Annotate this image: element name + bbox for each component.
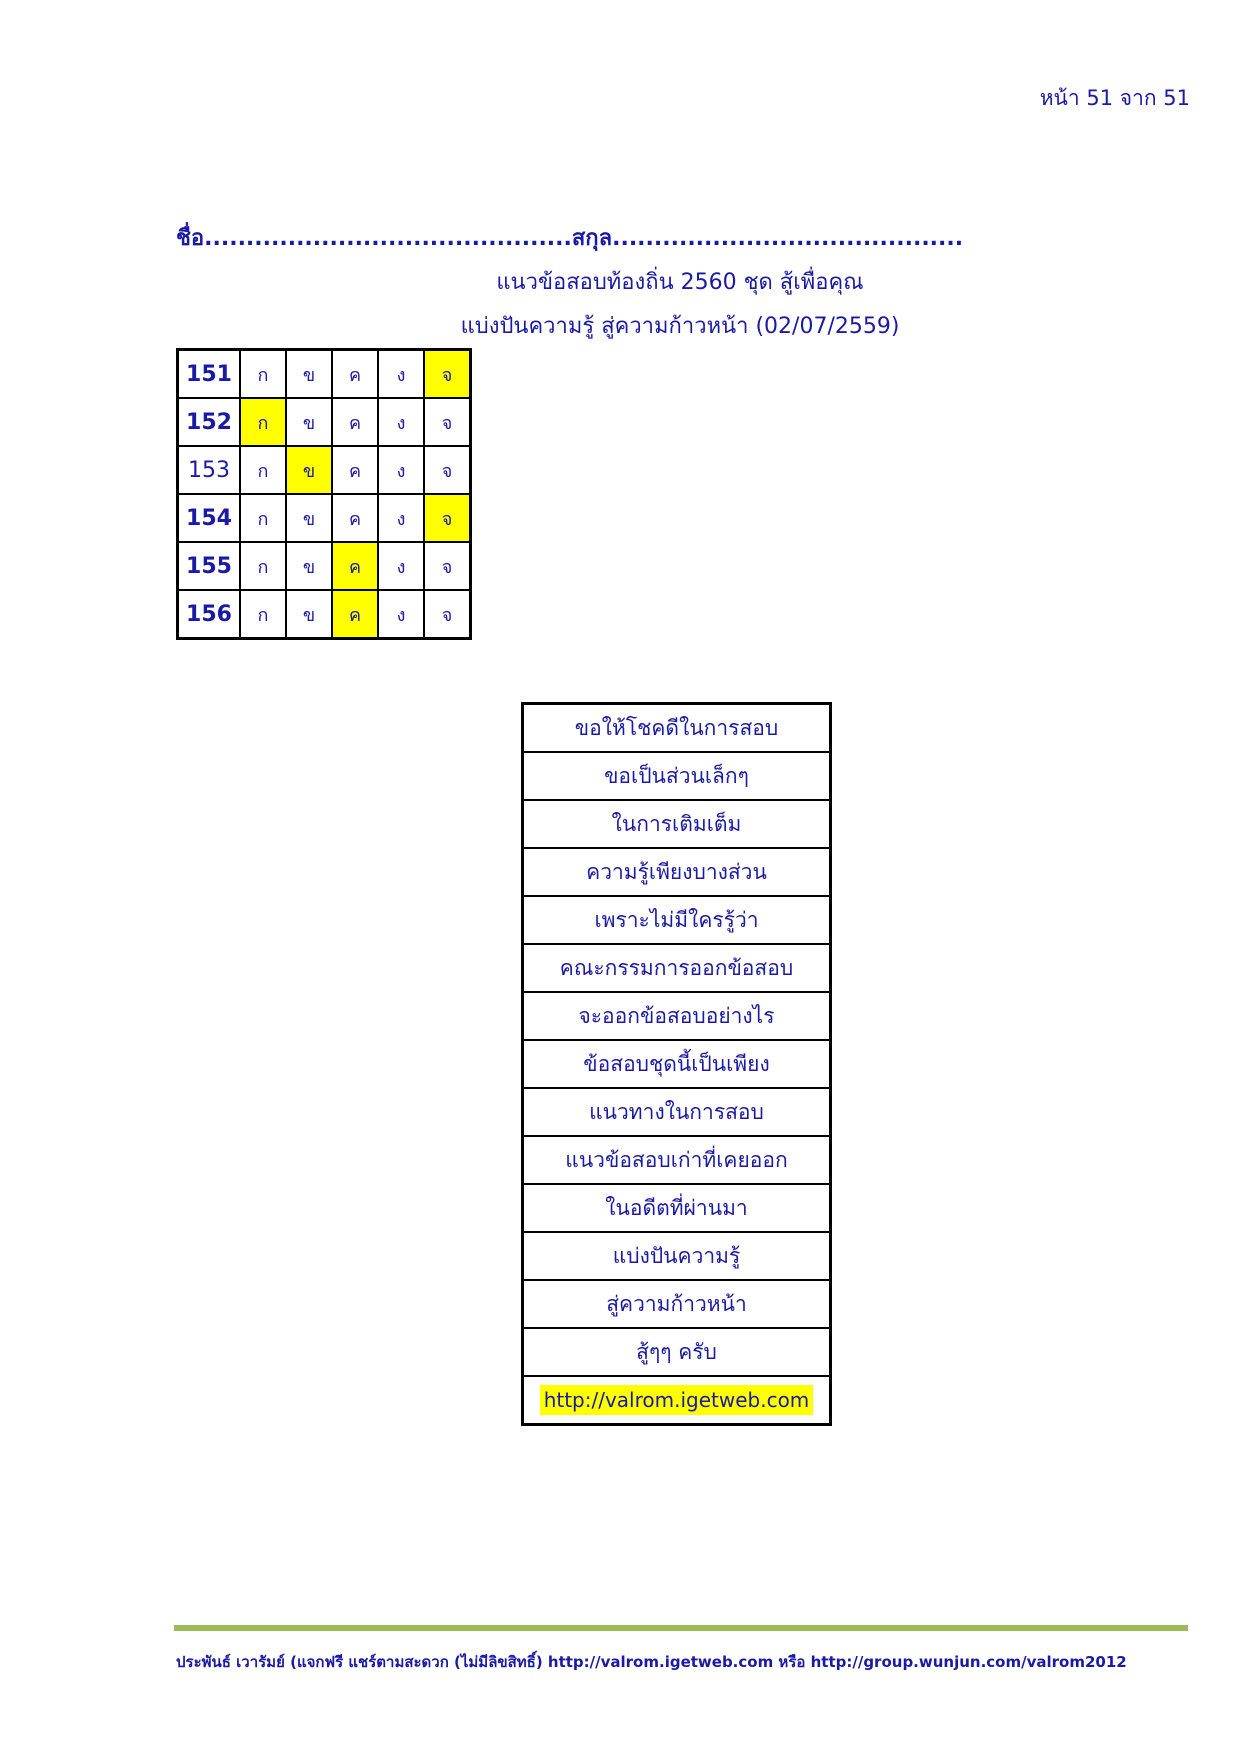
answer-choice: ข [286, 350, 332, 399]
question-number: 154 [178, 494, 241, 542]
answer-choice: จ [424, 542, 471, 590]
question-number: 153 [178, 446, 241, 494]
answer-choice: ง [378, 350, 424, 399]
message-line: เพราะไม่มีใครรู้ว่า [523, 896, 831, 944]
answer-choice: ก [240, 590, 286, 639]
answer-row [178, 590, 471, 639]
question-number: 152 [178, 398, 241, 446]
answer-choice: ง [378, 398, 424, 446]
message-line: สู้ๆๆ ครับ [523, 1328, 831, 1376]
answer-choice-selected: ก [240, 398, 286, 446]
answer-choice: ค [332, 398, 378, 446]
answer-choice: ค [332, 494, 378, 542]
question-number: 151 [178, 350, 241, 399]
answer-choice: ก [240, 350, 286, 399]
message-row [523, 1136, 831, 1184]
answer-choice: ข [286, 590, 332, 639]
message-line: แนวข้อสอบเก่าที่เคยออก [523, 1136, 831, 1184]
message-line: แบ่งปันความรู้ [523, 1232, 831, 1280]
message-row [523, 800, 831, 848]
message-row [523, 944, 831, 992]
message-row [523, 1040, 831, 1088]
answer-choice-selected: จ [424, 350, 471, 399]
message-line: ในอดีตที่ผ่านมา [523, 1184, 831, 1232]
answer-choice: ข [286, 542, 332, 590]
answer-row [178, 542, 471, 590]
question-number: 155 [178, 542, 241, 590]
message-line: ข้อสอบชุดนี้เป็นเพียง [523, 1040, 831, 1088]
message-line: ขอให้โชคดีในการสอบ [523, 704, 831, 753]
answer-choice: ง [378, 446, 424, 494]
website-url: http://valrom.igetweb.com [540, 1385, 814, 1415]
answer-choice: ข [286, 398, 332, 446]
message-line: ขอเป็นส่วนเล็กๆ [523, 752, 831, 800]
footer-credit: ประพันธ์ เวารัมย์ (แจกฟรี แชร์ตามสะดวก (ไม่มีลิขสิทธิ์) http://valrom.igetweb.com หรือ http://group.wunjun.com/valrom2012 [176, 1653, 1127, 1671]
answer-choice: ข [286, 494, 332, 542]
answer-choice-selected: จ [424, 494, 471, 542]
message-line: คณะกรรมการออกข้อสอบ [523, 944, 831, 992]
answer-row [178, 494, 471, 542]
message-row [523, 1376, 831, 1425]
message-row [523, 704, 831, 753]
answer-choice: ก [240, 494, 286, 542]
message-line: ความรู้เพียงบางส่วน [523, 848, 831, 896]
answer-choice: ค [332, 446, 378, 494]
answer-choice: ค [332, 350, 378, 399]
question-number: 156 [178, 590, 241, 639]
answer-grid [176, 348, 472, 640]
message-row [523, 896, 831, 944]
message-row [523, 1088, 831, 1136]
message-row [523, 1280, 831, 1328]
answer-choice-selected: ข [286, 446, 332, 494]
answer-choice: จ [424, 590, 471, 639]
answer-choice: จ [424, 398, 471, 446]
message-row [523, 1184, 831, 1232]
answer-choice: ก [240, 542, 286, 590]
answer-choice: ก [240, 446, 286, 494]
answer-row [178, 446, 471, 494]
message-row [523, 752, 831, 800]
answer-choice: ง [378, 590, 424, 639]
page-number: หน้า 51 จาก 51 [1039, 86, 1190, 110]
footer-divider [174, 1625, 1188, 1631]
message-box [521, 702, 832, 1426]
message-line: แนวทางในการสอบ [523, 1088, 831, 1136]
message-row [523, 1328, 831, 1376]
message-row [523, 1232, 831, 1280]
name-surname-line: ชื่อ............................................สกุล.......................................... [176, 226, 964, 251]
answer-choice: ง [378, 494, 424, 542]
message-line: สู่ความก้าวหน้า [523, 1280, 831, 1328]
message-line: จะออกข้อสอบอย่างไร [523, 992, 831, 1040]
answer-row [178, 398, 471, 446]
answer-choice-selected: ค [332, 542, 378, 590]
message-row [523, 992, 831, 1040]
exam-title: แนวข้อสอบท้องถิ่น 2560 ชุด สู้เพื่อคุณ [496, 270, 864, 295]
url-cell [523, 1376, 831, 1425]
answer-choice: จ [424, 446, 471, 494]
answer-choice: ง [378, 542, 424, 590]
answer-row [178, 350, 471, 399]
message-row [523, 848, 831, 896]
message-line: ในการเติมเต็ม [523, 800, 831, 848]
exam-subtitle: แบ่งปันความรู้ สู่ความก้าวหน้า (02/07/2559) [460, 314, 900, 339]
answer-choice-selected: ค [332, 590, 378, 639]
